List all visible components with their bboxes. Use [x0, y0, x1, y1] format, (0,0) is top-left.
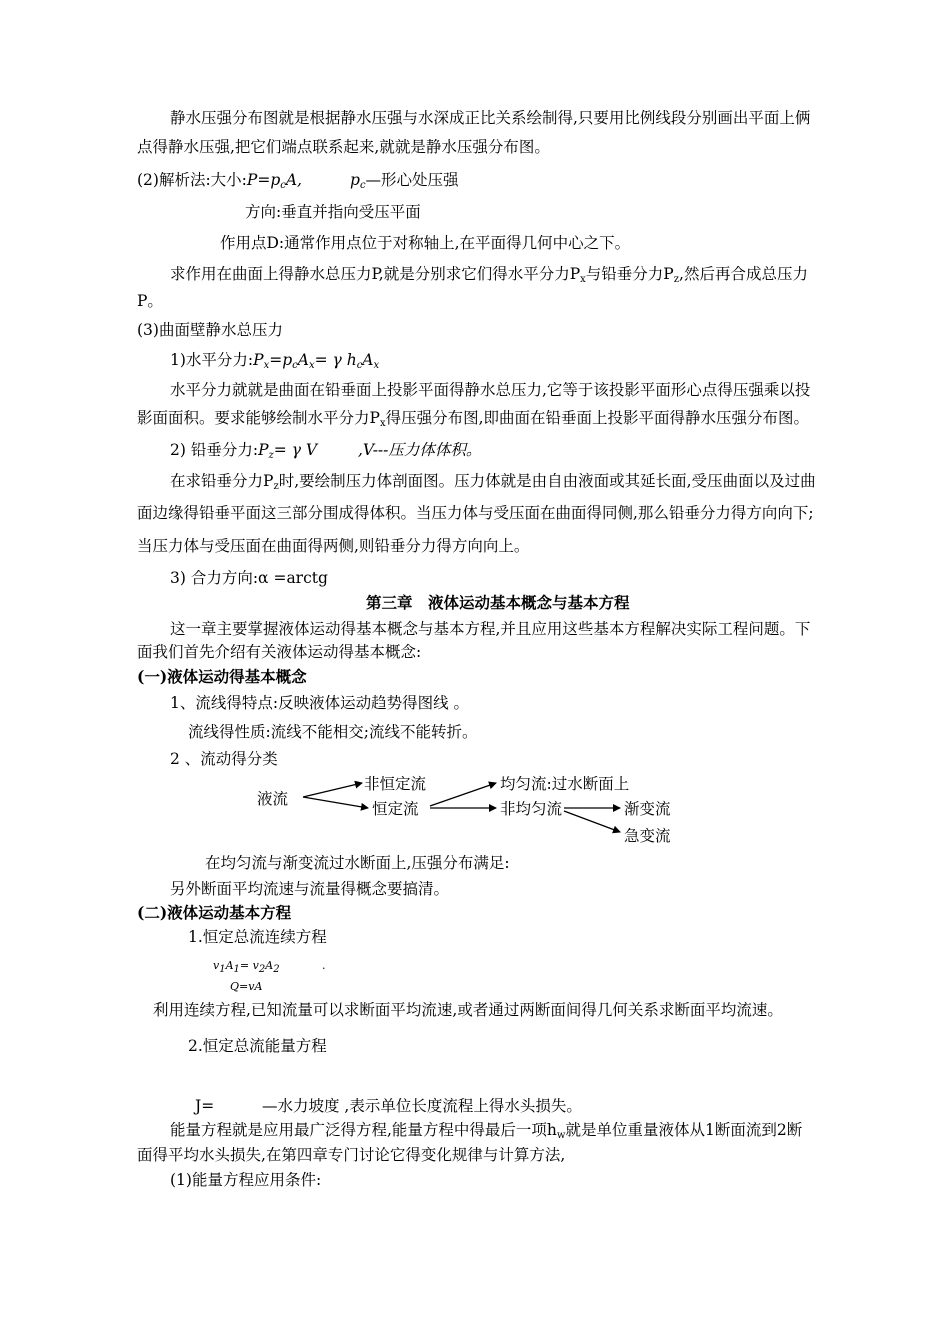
paragraph-line: 水平分力就就是曲面在铅垂面上投影平面得静水总压力,它等于该投影平面形心点得压强乘以投 [170, 381, 811, 399]
section-title: (3)曲面壁静水总压力 [137, 321, 283, 339]
paragraph-line: 点得静水压强,把它们端点联系起来,就就是静水压强分布图。 [137, 138, 550, 156]
resultant-line: 3) 合力方向:α =arctg [170, 569, 328, 587]
formula: $P=p_cA$, [246, 171, 302, 191]
analytic-label: (2)解析法:大小: [137, 171, 247, 189]
paragraph-line: 影面面积。要求能够绘制水平分力$P_x$得压强分布图,即曲面在铅垂面上投影平面得静水压强分布图。 [137, 409, 810, 429]
energy-conditions: (1)能量方程应用条件: [170, 1171, 322, 1189]
paragraph-line: 这一章主要掌握液体运动得基本概念与基本方程,并且应用这些基本方程解决实际工程问题。下 [170, 620, 811, 638]
pressure-note: 在均匀流与渐变流过水断面上,压强分布满足: [205, 854, 510, 872]
paragraph-line: 面边缘得铅垂平面这三部分围成得体积。当压力体与受压面在曲面得同侧,那么铅垂分力得方向向下; [137, 504, 814, 522]
continuity-text: 利用连续方程,已知流量可以求断面平均流速,或者通过两断面间得几何关系求断面平均流速。 [153, 1001, 783, 1019]
diagram-node-root: 液流 [257, 790, 289, 808]
energy-title: 2.恒定总流能量方程 [188, 1037, 327, 1055]
section-heading: (一)液体运动得基本概念 [137, 667, 307, 686]
paragraph-line: 面我们首先介绍有关液体运动得基本概念: [137, 643, 422, 661]
paragraph-line: 面得平均水头损失,在第四章专门讨论它得变化规律与计算方法, [137, 1146, 566, 1164]
arrow-to-steady [303, 797, 368, 808]
flow-classification-title: 2 、流动得分类 [170, 750, 278, 768]
slope-label: J= [195, 1097, 215, 1115]
paragraph-line: 求作用在曲面上得静水总压力P,就是分别求它们得水平分力$P_x$与铅垂分力$P_z$,然后再合成总压力 [170, 265, 808, 285]
direction-line: 方向:垂直并指向受压平面 [245, 203, 421, 221]
paragraph-line: 静水压强分布图就是根据静水压强与水深成正比关系绘制得,只要用比例线段分别画出平面上俩 [170, 109, 811, 127]
section-heading: (二)液体运动基本方程 [137, 903, 292, 922]
paragraph-line: 在求铅垂分力$P_z$时,要绘制压力体剖面图。压力体就是由自由液面或其延长面,受压曲面以及过曲 [170, 472, 816, 492]
diagram-node-steady: 恒定流 [372, 800, 419, 818]
diagram-node-nonuniform: 非均匀流 [500, 800, 563, 818]
flow-rate-equation: Q=vA [230, 980, 263, 993]
chapter-title: 第三章 液体运动基本概念与基本方程 [366, 593, 630, 612]
vertical-force-line: 2) 铅垂分力$:P_z= \gamma$ V [170, 441, 318, 461]
arrow-to-rapid [564, 811, 620, 832]
streamline-nature: 流线得性质:流线不能相交;流线不能转折。 [188, 723, 478, 741]
paragraph-line: 能量方程就是应用最广泛得方程,能量方程中得最后一项$h_w$就是单位重量液体从1断面流到2断 [170, 1121, 803, 1141]
arrow-to-uniform [430, 783, 496, 806]
continuity-equation: $v_1A_1= v_2A_2$ [213, 959, 280, 975]
slope-text: —水力坡度 ,表示单位长度流程上得水头损失。 [262, 1097, 582, 1115]
diagram-node-unsteady: 非恒定流 [364, 775, 427, 793]
action-point-line: 作用点D:通常作用点位于对称轴上,在平面得几何中心之下。 [220, 234, 631, 252]
continuity-dot: . [322, 959, 326, 972]
paragraph-line: P。 [137, 292, 163, 310]
horizontal-force-line: 1)水平分力$:P_x=p_cA_x= \gamma$ $h_cA_x$ [170, 351, 380, 371]
diagram-node-gradual: 渐变流 [624, 800, 671, 818]
pc-note: $p_c—$形心处压强 [350, 171, 459, 191]
diagram-node-uniform: 均匀流:过水断面上 [500, 775, 630, 793]
continuity-title: 1.恒定总流连续方程 [188, 928, 327, 946]
streamline-feature: 1、流线得特点:反映液体运动趋势得图线 。 [170, 694, 470, 712]
velocity-note: 另外断面平均流速与流量得概念要搞清。 [170, 880, 450, 898]
diagram-node-rapid: 急变流 [624, 827, 671, 845]
arrow-to-unsteady [303, 783, 362, 797]
vertical-force-note: ,V---压力体体积。 [358, 441, 482, 459]
paragraph-line: 当压力体与受压面在曲面得两侧,则铅垂分力得方向向上。 [137, 537, 530, 555]
